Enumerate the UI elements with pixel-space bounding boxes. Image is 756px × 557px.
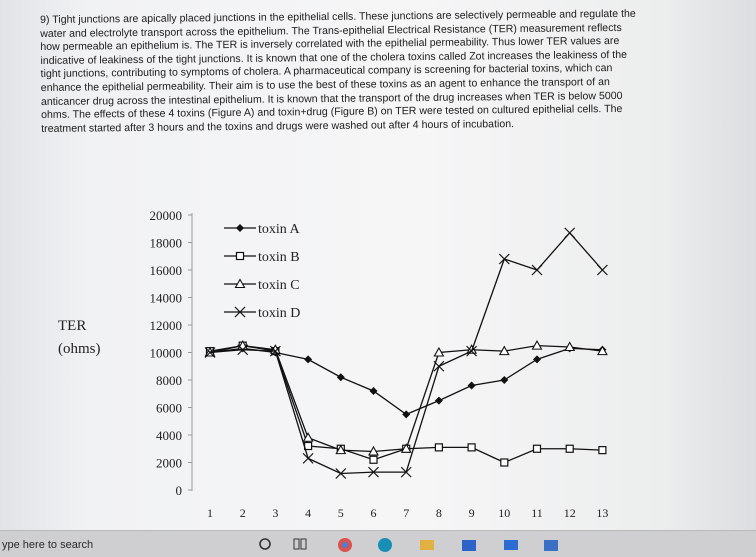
toxin-c-legend-label: toxin C <box>258 278 300 293</box>
x-tick-label: 1 <box>207 506 213 520</box>
toxin-b-point-shape <box>370 456 377 463</box>
toxin-a-point-shape <box>500 376 508 384</box>
x-tick-label: 12 <box>563 506 576 520</box>
y-tick-label: 8000 <box>156 373 182 388</box>
toxin-d-point <box>565 228 575 238</box>
toxin-b-point <box>501 459 508 466</box>
question-text: 9) Tight junctions are apically placed junctions in the epithelial cells. These junctions are selectively permeable and regulate the water and electrolyte transport across the epithelium. The Trans-epithelial Electrical Resistance (TER) measurement reflects how permeable an epithelium is. The TER is inversely correlated with the epithelial permeability. Thus lower TER values are indicative of leakiness of the tight junctions. It is known that one of the cholera toxins called Zot increases the leakiness of the tight junctions, contributing to symptoms of cholera. A pharmaceutical company is screening for bacterial toxins, which can enhance the epithelial permeability. Their aim is to use the best of these toxins as an agent to enhance the transport of an anticancer drug across the intestinal epithelium. It is known that the transport of the drug increases when TER is below 5000 ohms. The effects of these 4 toxins (Figure A) and toxin+drug (Figure B) on TER were tested on cultured epithelial cells. The treatment started after 3 hours and the toxins and drugs were washed out after 4 hours of incubation. <box>40 7 636 135</box>
toxin-d-legend-label: toxin D <box>258 306 301 321</box>
toxin-a-line <box>210 348 602 414</box>
taskbar <box>0 530 756 557</box>
toxin-b-legend-label: toxin B <box>258 250 300 265</box>
toxin-a-legend-label: toxin A <box>258 222 300 237</box>
x-tick-label: 5 <box>337 506 344 520</box>
x-tick-label: 7 <box>403 506 410 520</box>
toxin-a-point-shape <box>337 373 345 381</box>
toxin-d-point <box>434 361 444 371</box>
toxin-d-line <box>210 233 602 474</box>
toxin-a-point-shape <box>304 355 312 363</box>
x-tick-label: 8 <box>435 506 442 520</box>
ter-chart <box>0 195 756 530</box>
toxin-a-legend-marker-shape <box>236 224 244 232</box>
toxin-d-point-shape <box>565 228 575 238</box>
toxin-a-point <box>337 373 345 381</box>
toxin-d-point-shape <box>532 265 542 275</box>
toxin-b-point <box>599 447 606 454</box>
x-tick-label: 4 <box>305 506 312 520</box>
toxin-b-point <box>435 444 442 451</box>
taskbar-search-box[interactable]: ype here to search <box>2 539 94 551</box>
toxin-a-point-shape <box>468 382 476 390</box>
toxin-b-point-shape <box>468 444 475 451</box>
toxin-b-point-shape <box>435 444 442 451</box>
toxin-b-point-shape <box>534 445 541 452</box>
y-tick-label: 10000 <box>149 345 182 361</box>
toxin-a-legend-marker <box>236 224 244 232</box>
y-tick-label: 2000 <box>156 455 182 471</box>
toxin-b-point <box>370 456 377 463</box>
toxin-d-point-shape <box>597 265 607 275</box>
store-icon[interactable] <box>460 537 478 553</box>
x-tick-label: 13 <box>596 506 609 520</box>
y-axis-label: TER <box>58 318 87 334</box>
toxin-d-point-shape <box>434 361 444 371</box>
toxin-a-point <box>533 355 541 363</box>
y-tick-label: 12000 <box>149 318 182 333</box>
toxin-b-point <box>534 445 541 452</box>
toxin-b-point-shape <box>566 445 573 452</box>
y-tick-label: 16000 <box>149 263 182 278</box>
start-circle-icon[interactable] <box>258 537 272 551</box>
toxin-a-point <box>435 397 443 405</box>
task-view-icon[interactable] <box>292 537 308 551</box>
photos-icon[interactable] <box>542 537 560 553</box>
toxin-a-point-shape <box>533 355 541 363</box>
y-tick-label: 0 <box>175 483 182 498</box>
x-tick-label: 2 <box>239 506 246 520</box>
toxin-d-point-shape <box>499 254 509 264</box>
y-tick-label: 20000 <box>149 208 182 223</box>
y-tick-label: 14000 <box>149 290 182 306</box>
y-axis-label-units: (ohms) <box>58 341 101 357</box>
x-tick-label: 11 <box>531 506 543 520</box>
x-tick-label: 3 <box>272 506 279 520</box>
x-tick-label: 10 <box>498 506 511 520</box>
toxin-a-point-shape <box>435 397 443 405</box>
y-tick-label: 4000 <box>156 428 182 443</box>
mail-icon[interactable] <box>502 537 520 553</box>
toxin-d-point <box>499 254 509 264</box>
toxin-a-point <box>500 376 508 384</box>
y-tick-label: 18000 <box>149 235 182 251</box>
toxin-a-point <box>304 355 312 363</box>
toxin-d-point <box>532 265 542 275</box>
chrome-icon[interactable] <box>336 537 354 553</box>
toxin-b-legend-marker-shape <box>237 253 244 260</box>
file-explorer-icon[interactable] <box>418 537 436 553</box>
toxin-d-point <box>597 265 607 275</box>
toxin-b-point-shape <box>501 459 508 466</box>
y-tick-label: 6000 <box>156 400 182 416</box>
x-tick-label: 6 <box>370 506 377 520</box>
toxin-b-point <box>468 444 475 451</box>
toxin-d-point <box>303 453 313 463</box>
toxin-d-point-shape <box>303 453 313 463</box>
edge-icon[interactable] <box>376 537 394 553</box>
toxin-b-legend-marker <box>237 253 244 260</box>
toxin-b-point <box>566 445 573 452</box>
toxin-b-point-shape <box>599 447 606 454</box>
toxin-c-line <box>210 346 602 452</box>
toxin-a-point <box>468 382 476 390</box>
x-tick-label: 9 <box>468 506 475 520</box>
